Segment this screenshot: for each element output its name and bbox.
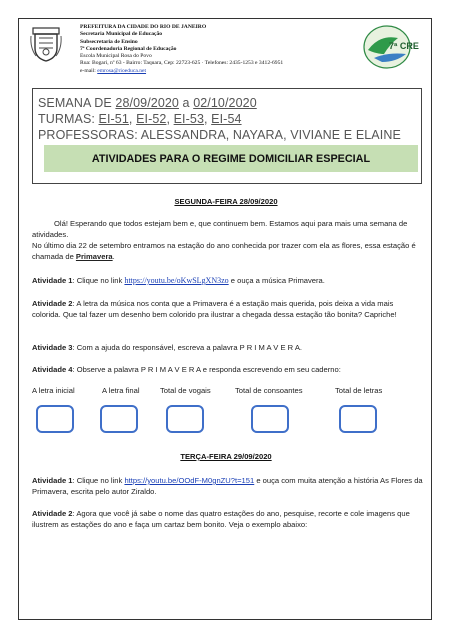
class-ei52: EI-52: [136, 112, 167, 126]
answer-box-consonants[interactable]: [251, 405, 289, 433]
monday-intro: Olá! Esperando que todos estejam bem e, que continuem bem. Estamos aqui para mais uma semana de atividades.: [32, 219, 408, 239]
monday-heading-text: SEGUNDA-FEIRA 28/09/2020: [174, 197, 278, 206]
header-line-3: Subsecretaria de Ensino: [80, 38, 138, 45]
header-email-line: [80, 68, 340, 75]
city-crest-icon: [30, 26, 62, 62]
header-line-4: 7ª Coordenadoria Regional de Educação: [80, 45, 177, 52]
season-word: Primavera: [75, 252, 113, 261]
monday-season: No último dia 22 de setembro entramos na estação do ano conhecida por trazer com ela as flores, essa estação é chamada de Primavera.: [32, 241, 416, 261]
activity-2-label: Atividade 2: [32, 299, 73, 308]
class-ei53: EI-53: [173, 112, 205, 126]
activity-3-label: Atividade 3: [32, 343, 73, 352]
week-teachers: PROFESSORAS: ALESSANDRA, NAYARA, VIVIANE E ELAINE: [38, 128, 401, 142]
week-date-from: 28/09/2020: [115, 96, 179, 110]
activity-1-label: Atividade 1: [32, 276, 73, 285]
header-line-2: Secretaria Municipal de Educação: [80, 31, 163, 38]
tuesday-heading: [0, 452, 452, 461]
activity-1-text-post: e ouça a música Primavera.: [228, 276, 325, 285]
monday-activity-1: [32, 275, 424, 286]
week-classes: TURMAS: EI-51, EI-52, EI-53, EI-54: [38, 112, 242, 126]
tuesday-heading-text: TERÇA-FEIRA 29/09/2020: [180, 452, 272, 461]
monday-activity-3: [32, 342, 424, 353]
class-ei51: EI-51: [98, 112, 129, 126]
cre-logo-text: 7ª CRE: [389, 41, 419, 51]
question-total-letters: Total de letras: [335, 386, 383, 395]
question-total-consonants: Total de consoantes: [235, 386, 303, 395]
cre-logo-icon: [362, 24, 419, 70]
tuesday-activity-2-text: : Agora que você já sabe o nome das quatro estações do ano, pesquise, recorte e cole imagens que ilustrem as estações do ano e faça um cartaz bem bonito. Veja o exemplo abaixo:: [32, 509, 410, 529]
header-line-1: PREFEITURA DA CIDADE DO RIO DE JANEIRO: [80, 24, 207, 30]
season-text: No último dia 22 de setembro entramos na estação do ano conhecida por trazer com ela as flores, essa estação é chamada de: [32, 241, 416, 261]
answer-box-initial[interactable]: [36, 405, 74, 433]
week-mid: a: [178, 96, 194, 110]
question-initial-letter: A letra inicial: [32, 386, 75, 395]
school-header: [80, 24, 340, 75]
week-date-to: 02/10/2020: [193, 96, 257, 110]
activity-4-label: Atividade 4: [32, 365, 73, 374]
week-dates: [38, 96, 257, 110]
activity-1-link[interactable]: https://youtu.be/oKwSLgXN3zo: [124, 276, 229, 285]
email-link[interactable]: emrosa@rioeduca.net: [97, 67, 147, 74]
tuesday-activity-2-label: Atividade 2: [32, 509, 73, 518]
header-line-5: Escola Municipal Rosa do Povo: [80, 53, 152, 60]
activity-3-text: : Com a ajuda do responsável, escreva a palavra P R I M A V E R A.: [72, 343, 302, 352]
answer-box-final[interactable]: [100, 405, 138, 433]
activity-4-text: : Observe a palavra P R I M A V E R A e responda escrevendo em seu caderno:: [72, 365, 341, 374]
email-label: e-mail:: [80, 67, 98, 74]
tuesday-activity-1-link[interactable]: https://youtu.be/OOdF-M0gnZU?t=151: [124, 476, 255, 485]
activity-2-text: : A letra da música nos conta que a Primavera é a estação mais querida, pois deixa a vida mais colorida. Que tal fazer um desenho bem colorido pra ilustrar a chegada dessa estação tão bonita? Capriche!: [32, 299, 397, 319]
tuesday-activity-1-text: : Clique no link: [72, 476, 125, 485]
activity-1-text: : Clique no link: [72, 276, 125, 285]
classes-prefix: TURMAS:: [38, 112, 99, 126]
answer-box-vowels[interactable]: [166, 405, 204, 433]
answer-box-letters[interactable]: [339, 405, 377, 433]
class-ei54: EI-54: [211, 112, 242, 126]
week-prefix: SEMANA DE: [38, 96, 116, 110]
regime-banner: ATIVIDADES PARA O REGIME DOMICILIAR ESPECIAL: [44, 145, 418, 172]
question-total-vowels: Total de vogais: [160, 386, 211, 395]
tuesday-activity-1: [32, 475, 424, 497]
tuesday-activity-2: [32, 508, 424, 530]
tuesday-activity-1-text-post: e ouça com muita atenção a história As Flores da Primavera, escrita pelo autor Ziraldo.: [32, 476, 423, 496]
monday-activity-4: [32, 364, 424, 375]
header-line-6: Rua: Bogari, nº 63 - Bairro: Taquara, Cep: 22723-625 · Telefones: 2435-1253 e 3412-6951: [80, 60, 284, 67]
monday-activity-2: [32, 298, 424, 320]
monday-heading: [0, 197, 452, 206]
question-final-letter: A letra final: [102, 386, 140, 395]
tuesday-activity-1-label: Atividade 1: [32, 476, 73, 485]
